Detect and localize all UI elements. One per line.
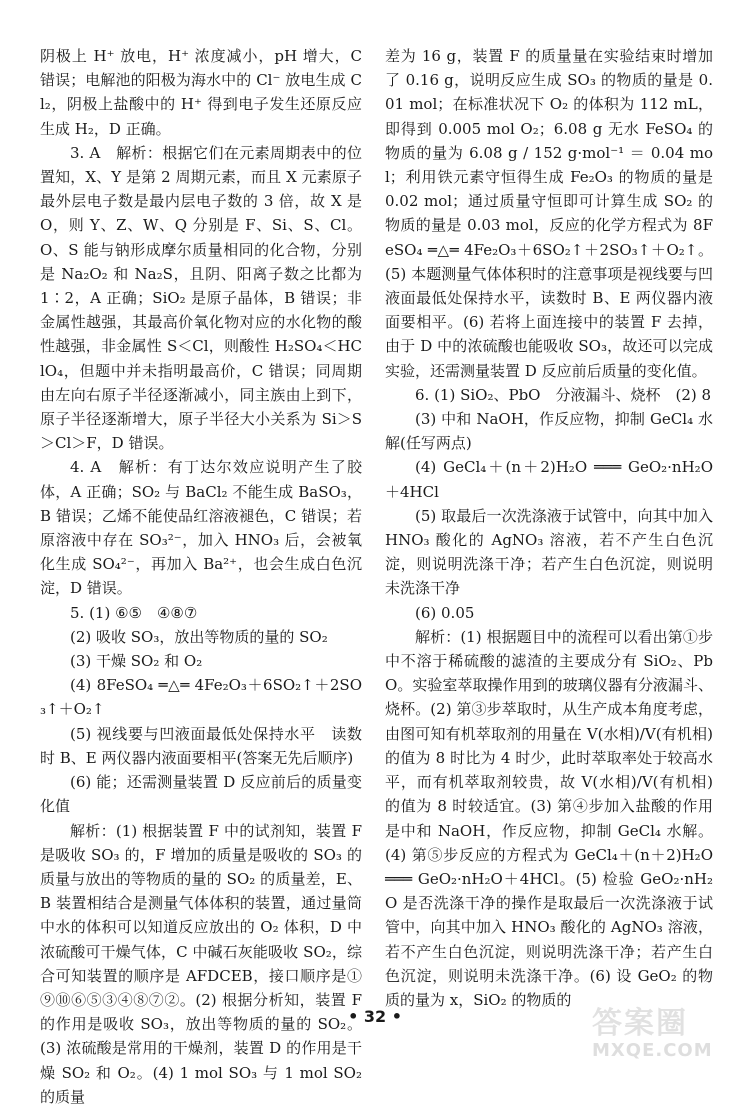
answer-6-part-3: (3) 中和 NaOH，作反应物，抑制 GeCl₄ 水解(任写两点)	[385, 410, 713, 453]
page-number: • 32 •	[348, 1007, 402, 1026]
answer-6-part-6: (6) 0.05	[415, 603, 475, 622]
watermark-logo-text: 答案圈	[592, 1006, 688, 1041]
answer-5-part-2: (2) 吸收 SO₃，放出等物质的量的 SO₂	[70, 627, 328, 646]
watermark-url: MXQE.COM	[592, 1040, 713, 1061]
watermark-logo	[592, 1007, 742, 1067]
answer-3: 3. A 解析：根据它们在元素周期表中的位置知，X、Y 是第 2 周期元素，而且 X 元素原子最外层电子数是最内层电子数的 3 倍，故 X 是 O，则 Y、Z、W、Q 分别是 F、Si、S、Cl。O、S 能与钠形成摩尔质量相同的化合物，分别是 Na₂O₂ 和 Na₂S，且阴、阳离子数之比都为 1∶2，A 正确；SiO₂ 是原子晶体，B 错误；非金属性越强，其最高价氧化物对应的水化物的酸性越强，非金属性 S＜Cl，则酸性 H₂SO₄＜HClO₄，但题中并未指明最高价，C 错误；同周期由左向右原子半径逐渐减小，同主族由上到下，原子半径逐渐增大，原子半径大小关系为 Si＞S＞Cl＞F，D 错误。	[40, 143, 362, 453]
answer-5-part-5: (5) 视线要与凹液面最低处保持水平 读数时 B、E 两仪器内液面要相平(答案无先后顺序)	[40, 724, 362, 767]
right-column	[385, 44, 713, 1012]
answer-6-part-5: (5) 取最后一次洗涤液于试管中，向其中加入 HNO₃ 酸化的 AgNO₃ 溶液，若不产生白色沉淀，则说明洗涤干净；若产生白色沉淀，则说明未洗涤干净	[385, 506, 713, 598]
answer-4: 4. A 解析：有丁达尔效应说明产生了胶体，A 正确；SO₂ 与 BaCl₂ 不能生成 BaSO₃，B 错误；乙烯不能使品红溶液褪色，C 错误；若原溶液中存在 SO₃²⁻，加入 HNO₃ 后，会被氧化生成 SO₄²⁻，再加入 Ba²⁺，也会生成白色沉淀，D 错误。	[40, 458, 362, 598]
left-column	[40, 44, 362, 1109]
answer-5-part-4: (4) 8FeSO₄ ═△═ 4Fe₂O₃＋6SO₂↑＋2SO₃↑＋O₂↑	[40, 676, 362, 719]
paragraph-continuation: 阴极上 H⁺ 放电，H⁺ 浓度减小，pH 增大，C 错误；电解池的阳极为海水中的 Cl⁻ 放电生成 Cl₂，阴极上盐酸中的 H⁺ 得到电子发生还原反应生成 H₂，D 正确。	[40, 47, 362, 138]
answer-5-part-6: (6) 能；还需测量装置 D 反应前后的质量变化值	[40, 773, 362, 816]
answer-6-part-4: (4) GeCl₄＋(n＋2)H₂O ═══ GeO₂·nH₂O＋4HCl	[385, 458, 713, 501]
answer-6-analysis: 解析：(1) 根据题目中的流程可以看出第①步中不溶于稀硫酸的滤渣的主要成分有 SiO₂、PbO。实验室萃取操作用到的玻璃仪器有分液漏斗、烧杯。(2) 第③步萃取时，从生产成本角度考虑，由图可知有机萃取剂的用量在 V(水相)/V(有机相) 的值为 8 时比为 4 时少，此时萃取率处于较高水平，而有机萃取剂较贵，故 V(水相)/V(有机相) 的值为 8 时较适宜。(3) 第④步加入盐酸的作用是中和 NaOH，作反应物，抑制 GeCl₄ 水解。(4) 第⑤步反应的方程式为 GeCl₄＋(n＋2)H₂O ═══ GeO₂·nH₂O＋4HCl。(5) 检验 GeO₂·nH₂O 是否洗涤干净的操作是取最后一次洗涤液于试管中，向其中加入 HNO₃ 酸化的 AgNO₃ 溶液，若不产生白色沉淀，则说明洗涤干净；若产生白色沉淀，则说明未洗涤干净。(6) 设 GeO₂ 的物质的量为 x，SiO₂ 的物质的	[385, 627, 713, 1009]
answer-5-analysis: 解析：(1) 根据装置 F 中的试剂知，装置 F 是吸收 SO₃ 的，F 增加的质量是吸收的 SO₃ 的质量与放出的等物质的量的 SO₂ 的质量差，E、B 装置相结合是测量气体体积的装置，通过量筒中水的体积可以知道反应放出的 O₂ 体积，D 中浓硫酸可干燥气体，C 中碱石灰能吸收 SO₂，综合可知装置的顺序是 AFDCEB，接口顺序是①⑨⑩⑥⑤③④⑧⑦②。(2) 根据分析知，装置 F 的作用是吸收 SO₃，放出等物质的量的 SO₂。(3) 浓硫酸是常用的干燥剂，装置 D 的作用是干燥 SO₂ 和 O₂。(4) 1 mol SO₃ 与 1 mol SO₂ 的质量	[40, 821, 362, 1106]
answer-6-part-1: 6. (1) SiO₂、PbO 分液漏斗、烧杯 (2) 8	[415, 385, 712, 404]
analysis-continuation: 差为 16 g，装置 F 的质量量在实验结束时增加了 0.16 g，说明反应生成 SO₃ 的物质的量是 0.01 mol；在标准状况下 O₂ 的体积为 112 mL，即得到 0.005 mol O₂；6.08 g 无水 FeSO₄ 的物质的量为 6.08 g / 152 g·mol⁻¹ ＝ 0.04 mol；利用铁元素守恒得生成 Fe₂O₃ 的物质的量是 0.02 mol；通过质量守恒即可计算生成 SO₂ 的物质的量是 0.03 mol，反应的化学方程式为 8FeSO₄ ═△═ 4Fe₂O₃＋6SO₂↑＋2SO₃↑＋O₂↑。(5) 本题测量气体体积时的注意事项是视线要与凹液面最低处保持水平，读数时 B、E 两仪器内液面要相平。(6) 若将上面连接中的装置 F 去掉，由于 D 中的浓硫酸也能吸收 SO₃，故还可以完成实验，还需测量装置 D 反应前后质量的变化值。	[385, 47, 713, 380]
answer-5-part-3: (3) 干燥 SO₂ 和 O₂	[70, 652, 203, 671]
answer-5-part-1: 5. (1) ⑥⑤ ④⑧⑦	[70, 603, 198, 622]
